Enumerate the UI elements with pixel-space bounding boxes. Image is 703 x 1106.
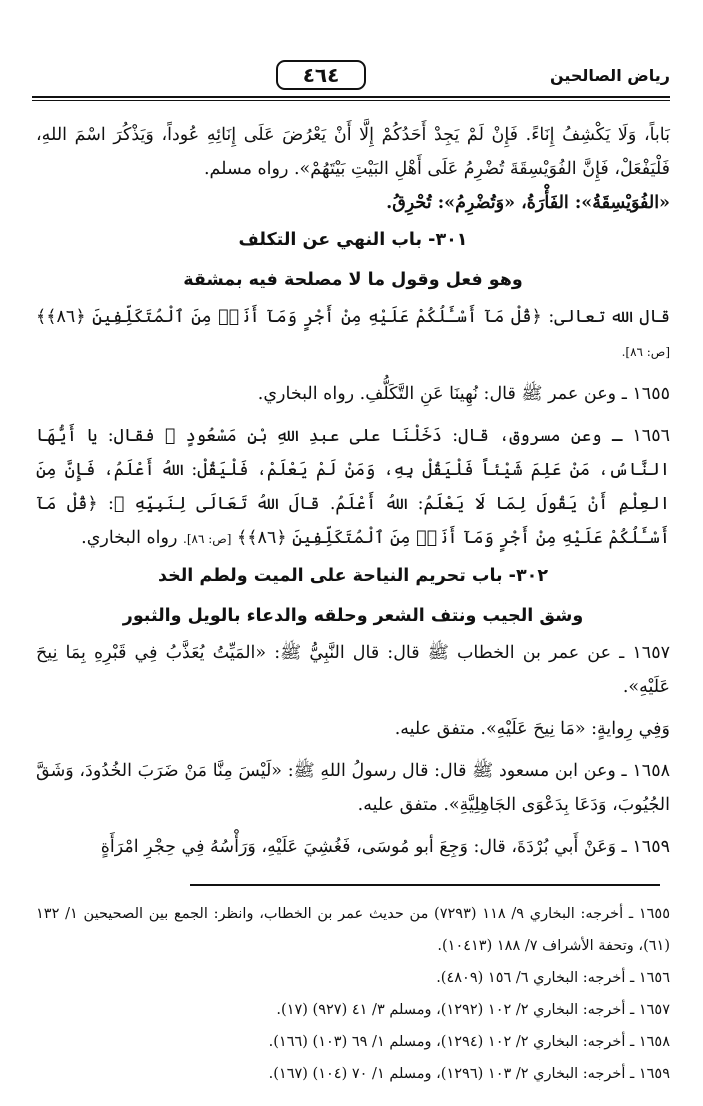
quran-citation — [36, 300, 670, 369]
chapter-heading-301: ٣٠١- باب النهي عن التكلف — [238, 230, 468, 250]
running-title: رياض الصالحين — [549, 66, 670, 85]
footnote-1655: ١٦٥٥ ـ أخرجه: البخاري ٩/ ١١٨ (٧٢٩٣) من حديث عمر بن الخطاب، وانظر: الجمع بين الصحيحين ١/ ١٣٢ (٦١)، وتحفة الأشراف ٧/ ١٨٨ (١٠٤١٣). — [36, 906, 670, 954]
page-header — [32, 60, 670, 100]
hadith-1655: ١٦٥٥ ـ وعن عمر ﷺ قال: نُهِينَا عَنِ التَّكَلُّفِ. رواه البخاري. — [257, 384, 670, 404]
hadith-1656-text: ١٦٥٦ ـ وعن مسروق، قال: دَخَلْنَا على عبدِ اللهِ بْنِ مَسْعُودٍ ﷺ فقال: يا أَيُّهَا النَّاسُ، مَنْ عَلِمَ شَيْئاً فَلْيَقُلْ بِهِ، وَمَنْ لَمْ يَعْلَمْ، فَلْيَقُلْ: اللهُ أَعْلَمُ، فَإِنَّ مِنَ العِلْمِ أَنْ يَقُولَ لِمَا لَا يَعْلَمُ: اللهُ أَعْلَمُ. قالَ اللهُ تَعَالَى لِنَبِيِّهِ ﷺ: ﴿قُلْ مَآ أَسْـَٔلُكُمْ عَلَيْهِ مِنْ أَجْرٍ وَمَآ أَنَا۠ مِنَ ٱلْمُتَكَلِّفِينَ ﴿٨٦﴾﴾ — [36, 426, 670, 548]
verse-reference: [ص: ٨٦]. — [621, 345, 670, 359]
chapter-subheading-302: وشق الجيب ونتف الشعر وحلقه والدعاء بالويل والثبور — [122, 606, 584, 626]
footnote-divider — [190, 884, 660, 886]
hadith-1657: ١٦٥٧ ـ عن عمر بن الخطاب ﷺ قال: قال النَّبِيُّ ﷺ: «المَيِّتُ يُعَذَّبُ فِي قَبْرِهِ بِمَا نِيحَ عَلَيْهِ». — [36, 643, 670, 697]
hadith-1657-variant: وَفِي رِوايةٍ: «مَا نِيحَ عَلَيْهِ». متفق عليه. — [394, 719, 670, 739]
verse-reference: [ص: ٨٦]. — [183, 532, 232, 546]
footnote-1657: ١٦٥٧ ـ أخرجه: البخاري ٢/ ١٠٢ (١٢٩٢)، ومسلم ٣/ ٤١ (٩٢٧) (١٧). — [276, 1002, 670, 1018]
page-number: ٤٦٤ — [276, 60, 366, 90]
hadith-1656-source: رواه البخاري. — [81, 528, 178, 548]
gloss-line: «الفُوَيْسِقَةُ»: الفَأْرَةُ، «وَتُضْرِمُ»: تُحْرِقُ. — [386, 193, 670, 213]
main-text — [36, 118, 670, 864]
hadith-1656 — [36, 419, 670, 556]
hadith-1658: ١٦٥٨ ـ وعن ابن مسعود ﷺ قال: قال رسولُ اللهِ ﷺ: «لَيْسَ مِنَّا مَنْ ضَرَبَ الخُدُودَ، وَشَقَّ الجُيُوبَ، وَدَعَا بِدَعْوَى الجَاهِلِيَّةِ». متفق عليه. — [36, 761, 670, 815]
hadith-1659: ١٦٥٩ ـ وَعَنْ أَبي بُرْدَةَ، قال: وَجِعَ أبو مُوسَى، فَغُشِيَ عَلَيْهِ، وَرَأْسُهُ فِي حِجْرِ امْرَأَةٍ — [100, 837, 670, 857]
chapter-subheading-301: وهو فعل وقول ما لا مصلحة فيه بمشقة — [183, 270, 523, 290]
quran-verse: قال الله تعالى: ﴿قُلْ مَآ أَسْـَٔلُكُمْ عَلَيْهِ مِنْ أَجْرٍ وَمَآ أَنَا۠ مِنَ ٱلْمُتَكَلِّفِينَ ﴿٨٦﴾﴾ — [36, 307, 670, 327]
footnotes — [36, 898, 670, 1090]
chapter-heading-302: ٣٠٢- باب تحريم النياحة على الميت ولطم الخد — [158, 566, 548, 586]
footnote-1659: ١٦٥٩ ـ أخرجه: البخاري ٢/ ١٠٣ (١٢٩٦)، ومسلم ١/ ٧٠ (١٠٤) (١٦٧). — [268, 1066, 670, 1082]
footnote-1656: ١٦٥٦ ـ أخرجه: البخاري ٦/ ١٥٦ (٤٨٠٩). — [436, 970, 670, 986]
hadith-continuation: بَاباً، وَلَا يَكْشِفُ إِنَاءً. فَإِنْ لَمْ يَجِدْ أَحَدُكُمْ إِلَّا أَنْ يَعْرُضَ عَلَى إِنَائِهِ عُوداً، وَيَذْكُرَ اسْمَ اللهِ، فَلْيَفْعَلْ، فَإِنَّ الفُوَيْسِقَةَ تُضْرِمُ عَلَى أَهْلِ البَيْتِ بَيْتَهُمْ». رواه مسلم. — [36, 125, 670, 179]
footnote-1658: ١٦٥٨ ـ أخرجه: البخاري ٢/ ١٠٢ (١٢٩٤)، ومسلم ١/ ٦٩ (١٠٣) (١٦٦). — [268, 1034, 670, 1050]
header-rule — [32, 96, 670, 98]
